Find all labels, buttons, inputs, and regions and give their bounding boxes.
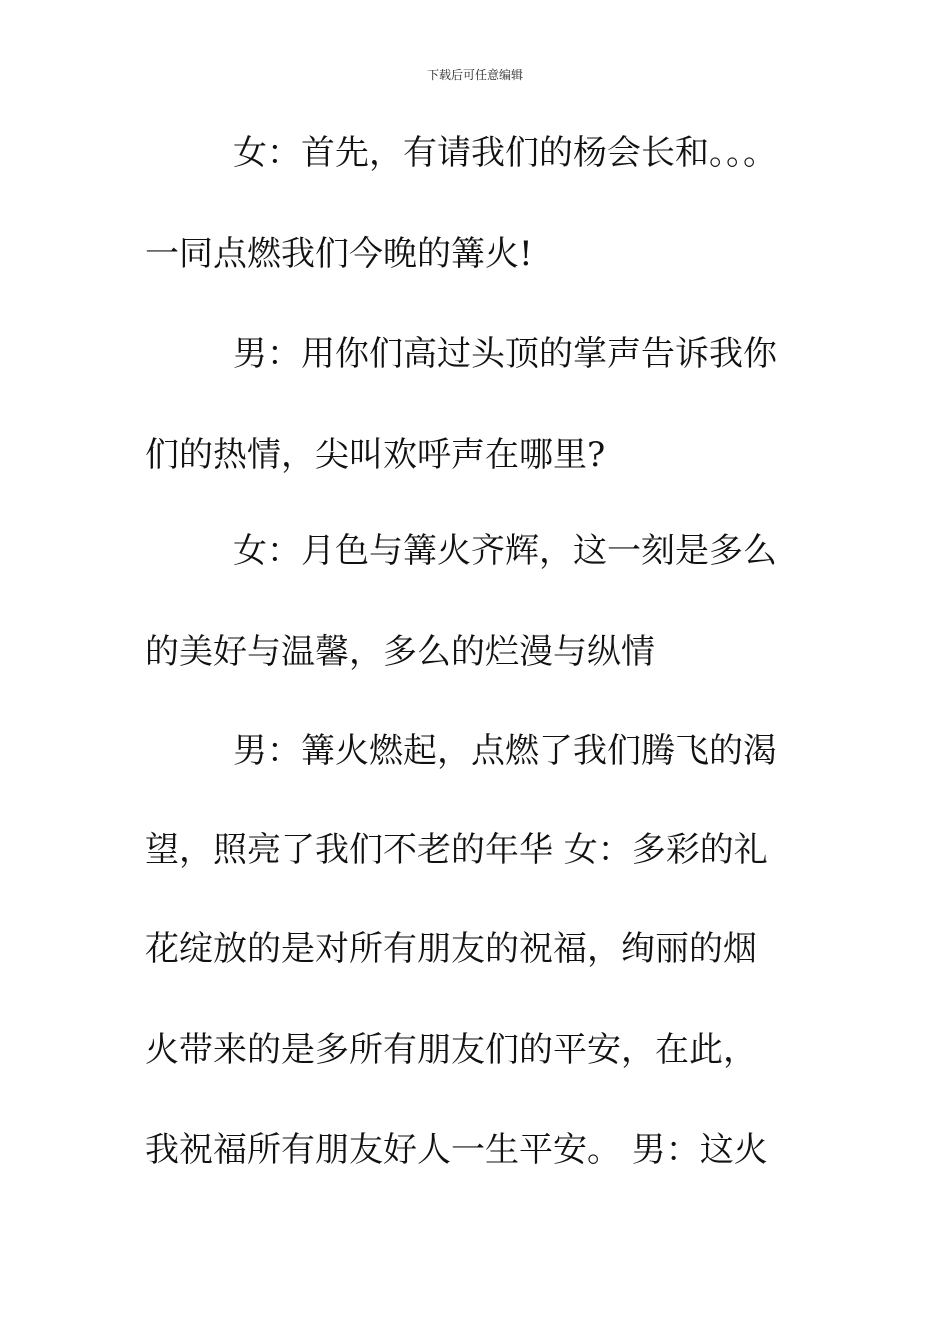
- body-line-10: 火带来的是多所有朋友们的平安，在此，: [145, 1030, 757, 1070]
- body-line-11: 我祝福所有朋友好人一生平安。 男：这火: [145, 1130, 768, 1170]
- body-line-8: 望，照亮了我们不老的年华 女：多彩的礼: [145, 830, 768, 870]
- body-line-5: 女：月色与篝火齐辉，这一刻是多么: [233, 531, 777, 571]
- page-header-note: 下载后可任意编辑: [426, 68, 523, 82]
- body-line-1: 女：首先，有请我们的杨会长和。。。: [233, 133, 777, 173]
- body-line-3: 男：用你们高过头顶的掌声告诉我你: [233, 334, 777, 374]
- body-line-2: 一同点燃我们今晚的篝火!: [145, 234, 533, 274]
- body-line-6: 的美好与温馨，多么的烂漫与纵情: [145, 632, 655, 672]
- body-line-7: 男：篝火燃起，点燃了我们腾飞的渴: [233, 731, 777, 771]
- body-line-9: 花绽放的是对所有朋友的祝福，绚丽的烟: [145, 929, 757, 969]
- body-line-4: 们的热情，尖叫欢呼声在哪里?: [145, 435, 606, 475]
